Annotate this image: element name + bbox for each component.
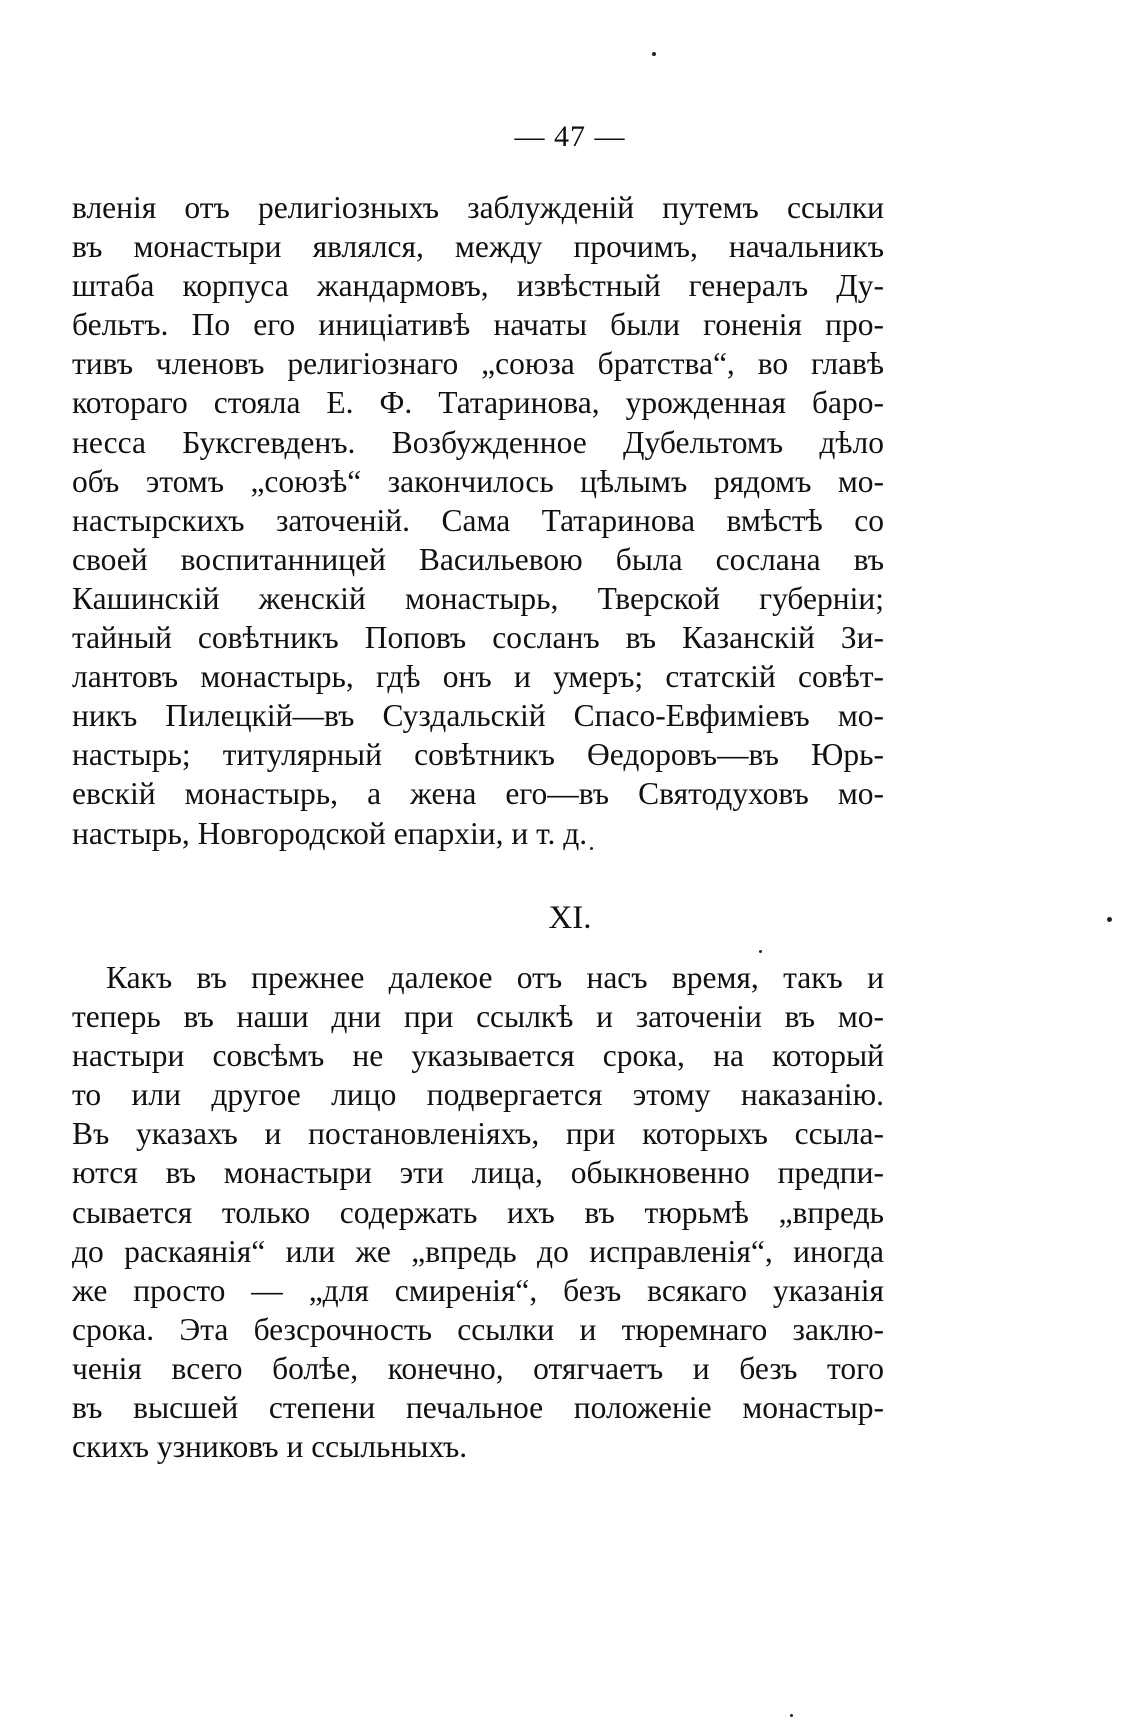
scan-speck [759, 950, 762, 953]
paragraph-1 [72, 188, 884, 853]
text-line: Кашинскій женскій монастырь, Тверской губерніи; [72, 580, 884, 616]
scan-speck [590, 847, 593, 850]
text-line: срока. Эта безсрочность ссылки и тюремнаго заклю- [72, 1311, 884, 1347]
scan-speck [652, 52, 656, 56]
text-line: объ этомъ „союзѣ“ закончилось цѣлымъ рядомъ мо- [72, 463, 884, 499]
text-line: въ монастыри являлся, между прочимъ, начальникъ [72, 229, 884, 265]
scan-speck [1107, 917, 1112, 922]
text-line: настырь; титулярный совѣтникъ Өедоровъ—въ Юрь- [72, 737, 884, 773]
text-line: ченія всего болѣе, конечно, отягчаетъ и безъ того [72, 1350, 884, 1386]
section-heading: XI. [548, 900, 592, 936]
text-line: скихъ узниковъ и ссыльныхъ. [72, 1429, 468, 1465]
text-line: лантовъ монастырь, гдѣ онъ и умеръ; статскій совѣт- [72, 659, 884, 695]
text-line: бельтъ. По его иниціативѣ начаты были гоненія про- [72, 307, 884, 343]
paragraph-2 [72, 958, 884, 1466]
text-line: въ высшей степени печальное положеніе монастыр- [72, 1390, 884, 1426]
text-line: несса Буксгевденъ. Возбужденное Дубельтомъ дѣло [72, 424, 884, 460]
text-line: ются въ монастыри эти лица, обыкновенно предпи- [72, 1155, 884, 1191]
text-line: евскій монастырь, а жена его—въ Святодуховъ мо- [72, 776, 884, 812]
text-line: настырь, Новгородской епархіи, и т. д. [72, 815, 588, 851]
text-line: Какъ въ прежнее далекое отъ насъ время, такъ и [106, 960, 884, 995]
text-line: настырскихъ заточеній. Сама Татаринова вмѣстѣ со [72, 502, 884, 538]
text-line: тивъ членовъ религіознаго „союза братства“, во главѣ [72, 346, 884, 382]
text-line: сывается только содержать ихъ въ тюрьмѣ „впредь [72, 1194, 884, 1230]
page-number: — 47 — [514, 120, 626, 153]
text-line: настыри совсѣмъ не указывается срока, на который [72, 1038, 884, 1074]
scan-speck [790, 1714, 793, 1717]
text-line: же просто — „для смиренія“, безъ всякаго указанія [72, 1272, 884, 1308]
text-line: до раскаянія“ или же „впредь до исправленія“, иногда [72, 1233, 884, 1269]
text-line: тайный совѣтникъ Поповъ сосланъ въ Казанскій Зи- [72, 620, 884, 656]
text-line: то или другое лицо подвергается этому наказанію. [72, 1077, 884, 1113]
text-line: Въ указахъ и постановленіяхъ, при которыхъ ссыла- [72, 1116, 884, 1152]
text-line: котораго стояла Е. Ф. Татаринова, урожденная баро- [72, 385, 884, 421]
text-line: теперь въ наши дни при ссылкѣ и заточеніи въ мо- [72, 999, 884, 1035]
text-line: штаба корпуса жандармовъ, извѣстный генералъ Ду- [72, 268, 884, 304]
text-line: никъ Пилецкій—въ Суздальскій Спасо-Евфиміевъ мо- [72, 698, 884, 734]
text-line: своей воспитанницей Васильевою была сослана въ [72, 541, 884, 577]
text-line: вленія отъ религіозныхъ заблужденій путемъ ссылки [72, 190, 884, 225]
